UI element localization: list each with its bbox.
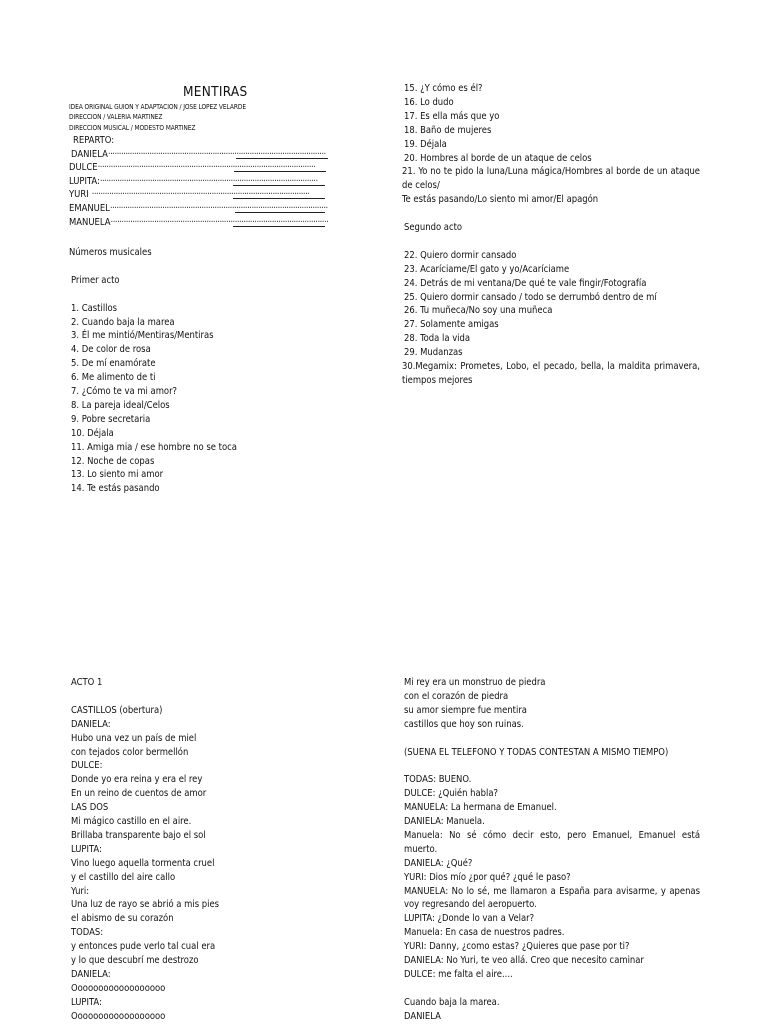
cast-blank-line [233,226,325,227]
second-act-song-list [402,249,700,360]
song-item: 19. Déjala [404,138,447,150]
script-line: TODAS: [71,927,104,939]
script-line: Una luz de rayo se abrió a mis pies [71,899,220,911]
script-line: Mi rey era un monstruo de piedra [404,677,546,688]
script-line: YURI: Dios mío ¿por qué? ¿qué le paso? [404,871,571,883]
script-line: Hubo una vez un país de miel [71,732,197,744]
script-line: DANIELA: No Yuri, te veo allá. Creo que necesito caminar [404,955,644,967]
script-block [404,676,700,829]
script-line: y el castillo del aire callo [71,871,176,883]
script-line: CASTILLOS (obertura) [71,704,163,716]
script-line: Manuela: No sé cómo decir esto, pero Emanuel, Emanuel está muerto. [404,829,700,855]
song-item: 6. Me alimento de ti [71,372,156,384]
script-line: Vino luego aquella tormenta cruel [71,857,215,869]
credit-line: IDEA ORIGINAL GUION Y ADAPTACION / JOSE LOPEZ VELARDE [69,103,246,111]
cast-name: DULCE [69,162,98,174]
song-item: 23. Acaríciame/El gato y yo/Acaríciame [404,263,570,275]
script-line: con el corazón de piedra [404,690,509,702]
song-item: 18. Baño de mujeres [404,124,492,136]
song-item: 20. Hombres al borde de un ataque de celos [404,152,592,164]
song-item: 2. Cuando baja la marea [71,316,175,328]
song-item: 1. Castillos [71,302,118,314]
script-line: su amor siempre fue mentira [404,704,527,716]
script-line: MANUELA: No lo sé, me llamaron a España para avisarme, y apenas voy regresando del aeropuerto. [404,885,700,911]
song-item: 26. Tu muñeca/No soy una muñeca [404,305,553,317]
script-line: (SUENA EL TELEFONO Y TODAS CONTESTAN A MISMO TIEMPO) [404,746,669,758]
script-line: DANIELA [404,1010,441,1022]
script-line: DANIELA: [71,718,111,730]
numbers-heading: Números musicales [69,247,152,258]
cast-list [69,134,329,229]
script-line: TODAS: BUENO. [404,774,472,786]
song-item: 28. Toda la vida [404,333,471,345]
script-right-column [404,676,700,1024]
musical-numbers-left [69,246,237,496]
cast-dots: .................................................................................................... [110,213,329,225]
song-item: 15. ¿Y cómo es él? [404,83,483,94]
song-item: 16. Lo dudo [404,96,454,108]
script-line: DANIELA: Manuela. [404,816,485,828]
script-line: el abismo de su corazón [71,913,174,925]
song-item: Te estás pasando/Lo siento mi amor/El apagón [402,194,599,206]
cast-heading: REPARTO: [73,135,115,146]
song-item: 9. Pobre secretaria [71,413,151,425]
script-line: castillos que hoy son ruinas. [404,718,524,730]
first-act-song-list-cont [402,82,700,165]
song-item: 14. Te estás pasando [71,483,160,495]
song-item: 7. ¿Cómo te va mi amor? [71,386,178,398]
cast-dots: .................................................................................................... [99,172,318,184]
song-item: 25. Quiero dormir cansado / todo se derrumbó dentro de mí [404,291,657,303]
script-line: Oooooooooooooooooo [71,982,166,994]
song-item: 27. Solamente amigas [404,319,499,331]
script-left-column [71,676,219,1024]
song-item: 12. Noche de copas [71,455,155,467]
script-line: En un reino de cuentos de amor [71,788,207,800]
script-line: YURI: Danny, ¿como estas? ¿Quieres que pase por ti? [404,941,630,953]
script-line: Donde yo era reina y era el rey [71,774,203,786]
script-line: Brillaba transparente bajo el sol [71,829,206,841]
script-line: LUPITA: [71,996,102,1008]
cast-dots: .................................................................................................... [91,186,310,198]
script-line: y entonces pude verlo tal cual era [71,941,216,953]
script-line: Mi mágico castillo en el aire. [71,816,192,828]
cast-name: YURI [69,189,89,201]
cast-dots: .................................................................................................... [97,159,316,171]
script-line [404,759,700,773]
first-act-heading: Primer acto [71,274,120,286]
script-line: LAS DOS [71,802,109,814]
song-item: 3. Él me mintió/Mentiras/Mentiras [71,330,214,342]
song-item: 13. Lo siento mi amor [71,469,164,481]
script-line: LUPITA: ¿Donde lo van a Velar? [404,913,535,925]
script-line: MANUELA: La hermana de Emanuel. [404,802,557,814]
script-line: ACTO 1 [71,677,103,688]
script-line: DANIELA: ¿Qué? [404,857,473,869]
musical-numbers-right [402,82,700,388]
script-line: Cuando baja la marea. [404,996,500,1008]
script-line [404,982,700,996]
song-item: 21. Yo no te pido la luna/Luna mágica/Hombres al borde de un ataque de celos/ [402,166,700,192]
song-item: 29. Mudanzas [404,347,463,359]
cast-row [69,213,329,230]
song-item: 8. La pareja ideal/Celos [71,399,170,411]
song-item: 5. De mí enamórate [71,358,156,370]
script-line: y lo que descubrí me destrozo [71,955,199,967]
second-act-heading: Segundo acto [404,222,463,234]
script-line [404,732,700,746]
script-line: DANIELA: [71,969,111,981]
cast-blank-line [235,212,325,213]
song-item: 10. Déjala [71,427,114,439]
credits-block [69,102,246,133]
script-line [71,690,219,704]
song-item: 4. De color de rosa [71,344,151,356]
script-line: DULCE: me falta el aire.... [404,969,513,980]
cast-name: MANUELA [69,216,111,228]
song-item: 30.Megamix: Prometes, Lobo, el pecado, bella, la maldita primavera, tiempos mejores [402,361,700,386]
script-line: DULCE: [71,760,103,772]
document-title: MENTIRAS [183,84,248,100]
script-line: con tejados color bermellón [71,746,189,758]
cast-name: LUPITA: [69,175,100,187]
song-item: 22. Quiero dormir cansado [404,249,517,261]
first-act-song-list [69,302,237,497]
script-line: Yuri: [71,885,90,897]
script-block [404,857,700,885]
song-item: 24. Detrás de mi ventana/De qué te vale fingir/Fotografía [404,277,647,289]
cast-dots: .................................................................................................... [109,199,328,211]
script-line: Oooooooooooooooooo [71,1010,166,1022]
credit-line: DIRECCION / VALERIA MARTINEZ [69,113,163,122]
script-line: LUPITA: [71,843,102,855]
script-line: Manuela: En casa de nuestros padres. [404,927,565,939]
song-item: 17. Es ella más que yo [404,110,500,122]
cast-name: EMANUEL [69,202,110,214]
script-line: DULCE: ¿Quién habla? [404,788,498,800]
song-item: 11. Amiga mia / ese hombre no se toca [71,441,237,453]
cast-name: DANIELA [71,148,108,160]
cast-dots: .................................................................................................... [107,145,326,157]
script-block [404,912,700,1023]
credit-line: DIRECCION MUSICAL / MODESTO MARTINEZ [69,123,196,132]
